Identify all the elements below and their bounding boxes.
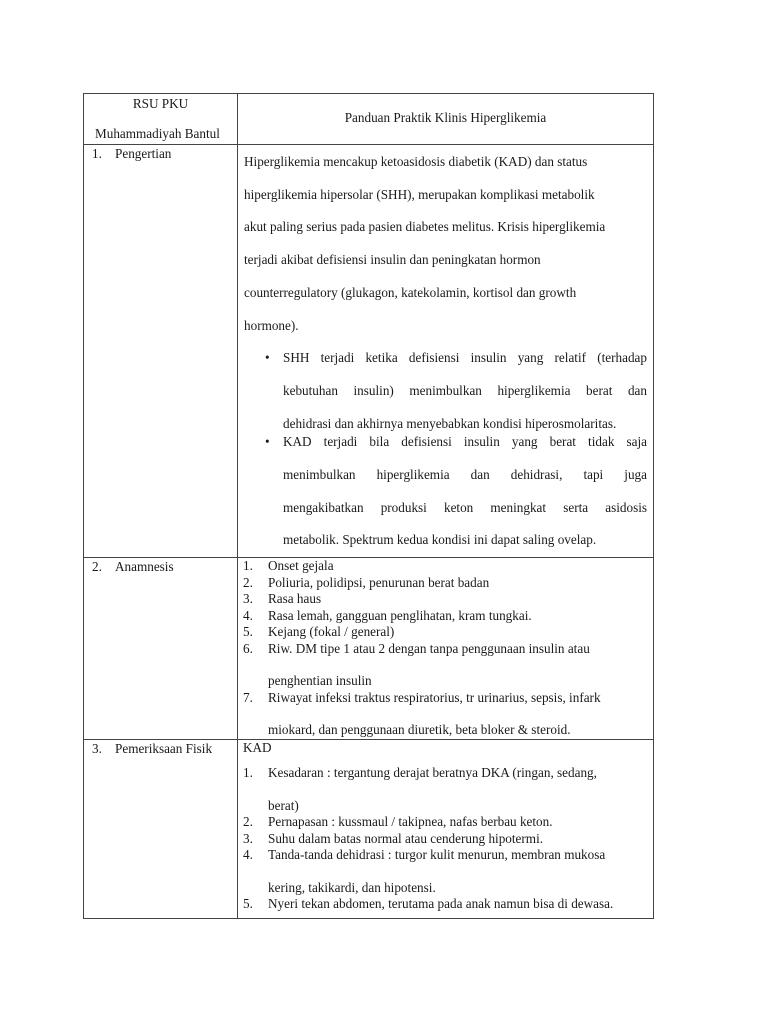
list-number: 5.	[243, 624, 253, 640]
list-item	[243, 591, 647, 608]
bullet-line: mengakibatkan produksi keton meningkat serta asidosis	[283, 499, 647, 515]
physical-exam-list	[238, 765, 653, 913]
list-text: Riwayat infeksi traktus respiratorius, tr urinarius, sepsis, infark	[268, 689, 601, 705]
list-text: Poliuria, polidipsi, penurunan berat badan	[268, 574, 490, 590]
list-text: Nyeri tekan abdomen, terutama pada anak namun bisa di dewasa.	[268, 896, 614, 912]
list-text-continued: miokard, dan penggunaan diuretik, beta bloker & steroid.	[268, 722, 571, 738]
section-label-anamnesis	[84, 558, 238, 740]
document-title: Panduan Praktik Klinis Hiperglikemia	[344, 110, 547, 125]
list-item	[243, 607, 647, 625]
bullet-line: KAD terjadi bila defisiensi insulin yang berat tidak saja	[283, 434, 647, 450]
list-text: Rasa lemah, gangguan penglihatan, kram tungkai.	[268, 607, 532, 623]
list-number: 3.	[243, 591, 253, 607]
bullet-item	[265, 426, 647, 557]
list-text: Suhu dalam batas normal atau cenderung hipotermi.	[268, 830, 544, 846]
document-title-cell	[238, 94, 654, 145]
list-text: Onset gejala	[268, 558, 334, 574]
bullet-icon: •	[265, 434, 270, 450]
bullet-line: dehidrasi dan akhirnya menyebabkan kondisi hiperosmolaritas.	[283, 415, 617, 431]
list-number: 4.	[243, 607, 253, 623]
definition-bullet-list	[238, 342, 653, 557]
list-number: 7.	[243, 689, 253, 705]
definition-paragraph	[238, 145, 653, 342]
list-item	[243, 640, 647, 690]
list-text: Tanda-tanda dehidrasi : turgor kulit menurun, membran mukosa	[268, 847, 606, 863]
paragraph-line: Hiperglikemia mencakup ketoasidosis diabetik (KAD) dan status	[244, 154, 588, 169]
list-item	[243, 814, 647, 831]
list-item	[243, 765, 647, 814]
clinical-guideline-table	[83, 93, 654, 919]
list-item	[243, 689, 647, 739]
list-number: 1.	[243, 765, 253, 781]
paragraph-line: akut paling serius pada pasien diabetes melitus. Krisis hiperglikemia	[244, 219, 606, 235]
list-text: Kejang (fokal / general)	[268, 624, 395, 640]
hospital-name-cell	[84, 94, 238, 145]
paragraph-line: hiperglikemia hipersolar (SHH), merupakan komplikasi metabolik	[244, 186, 595, 202]
bullet-line: SHH terjadi ketika defisiensi insulin yang relatif (terhadap	[283, 350, 647, 366]
list-item	[243, 574, 647, 592]
bullet-line: kebutuhan insulin) menimbulkan hiperglikemia berat dan	[283, 382, 647, 398]
list-text: Kesadaran : tergantung derajat beratnya DKA (ringan, sedang,	[268, 765, 597, 781]
section-number: 3.	[92, 740, 102, 756]
bullet-line: metabolik. Spektrum kedua kondisi ini dapat saling ovelap.	[283, 532, 597, 548]
list-text: Riw. DM tipe 1 atau 2 dengan tanpa penggunaan insulin atau	[268, 640, 590, 656]
section-title: Pemeriksaan Fisik	[115, 740, 213, 756]
section-number: 2.	[92, 559, 102, 575]
paragraph-line: counterregulatory (glukagon, katekolamin, kortisol dan growth	[244, 284, 577, 300]
list-number: 5.	[243, 896, 253, 912]
hospital-name-line2: Muhammadiyah Bantul	[95, 126, 220, 141]
bullet-line: menimbulkan hiperglikemia dan dehidrasi, tapi juga	[283, 467, 647, 483]
kad-subheading: KAD	[243, 739, 272, 755]
section-content-pemeriksaan-fisik	[238, 739, 654, 918]
list-number: 1.	[243, 558, 253, 574]
section-label-pemeriksaan-fisik	[84, 739, 238, 918]
section-number: 1.	[92, 146, 102, 161]
section-content-anamnesis	[238, 558, 654, 740]
list-item	[243, 896, 647, 913]
bullet-icon: •	[265, 350, 270, 366]
list-number: 4.	[243, 847, 253, 863]
list-item	[243, 558, 647, 575]
list-number: 2.	[243, 574, 253, 590]
list-number: 2.	[243, 814, 253, 830]
list-number: 6.	[243, 640, 253, 656]
section-label-pengertian	[84, 145, 238, 558]
list-item	[243, 830, 647, 848]
list-item	[243, 847, 647, 896]
section-title: Anamnesis	[115, 559, 174, 575]
anamnesis-list	[238, 558, 653, 739]
paragraph-line: hormone).	[244, 317, 299, 333]
section-title: Pengertian	[115, 146, 172, 161]
list-text-continued: berat)	[268, 797, 299, 813]
list-text: Pernapasan : kussmaul / takipnea, nafas berbau keton.	[268, 814, 553, 830]
list-text-continued: penghentian insulin	[268, 673, 372, 689]
list-text-continued: kering, takikardi, dan hipotensi.	[268, 879, 436, 895]
list-number: 3.	[243, 830, 253, 846]
list-text: Rasa haus	[268, 591, 322, 607]
hospital-name-line1: RSU PKU	[132, 96, 189, 111]
section-content-pengertian	[238, 145, 654, 558]
list-item	[243, 624, 647, 641]
paragraph-line: terjadi akibat defisiensi insulin dan peningkatan hormon	[244, 252, 541, 268]
